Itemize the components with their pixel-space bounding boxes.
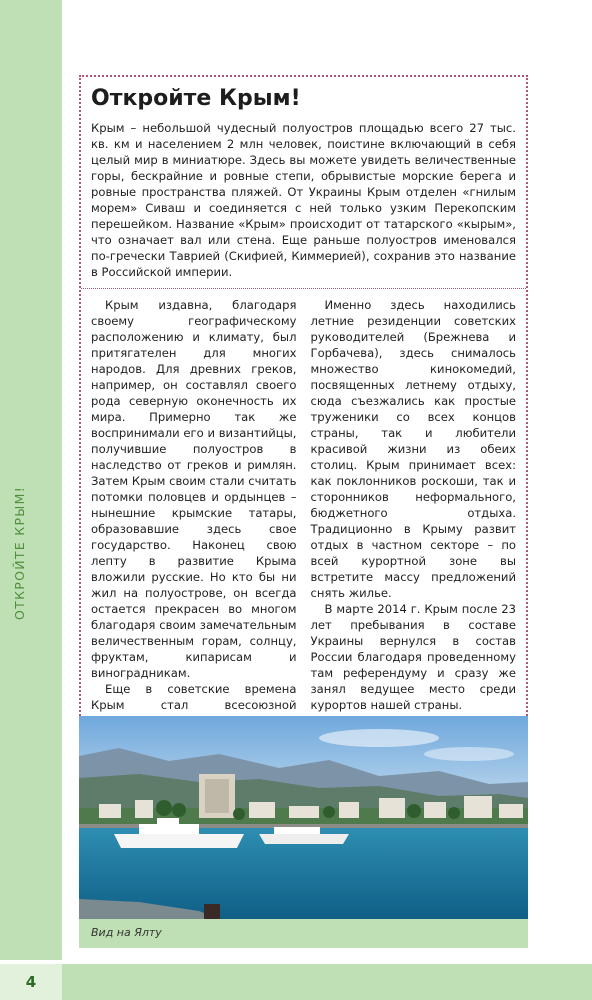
intro-divider (81, 288, 526, 289)
article-intro: Крым – небольшой чудесный полуостров площадью всего 27 тыс. кв. км и населением 2 млн человек, поистине включающий в себя целый мир в миниатюре. Здесь вы можете увидеть величественные горы, бескрайние и ровные степи, обрывистые морские берега и ровные пространства пляжей. От Украины Крым отделен «гнилым морем» Сиваш и соединяется с ней только узким Перекопским перешейком. Название «Крым» происходит от татарского «кырым», что означает вал или стена. Еще раньше полуостров именовался по-гречески Таврией (Скифией, Киммерией), сохранив это название в Российской империи. (91, 121, 516, 279)
yalta-photo (79, 716, 528, 919)
photo-caption: Вид на Ялту (91, 926, 162, 939)
article-box (79, 75, 528, 719)
article-columns (91, 297, 516, 729)
yalta-photo-illustration (79, 716, 528, 919)
article-title: Откройте Крым! (91, 86, 301, 111)
column-paragraph: Еще в советские времена Крым стал всесоюзной (91, 682, 297, 712)
column-paragraph: Крым издавна, благодаря своему географическому расположению и климату, был притягателен для многих народов. Для древних греков, например, он составлял своего рода северную оконечность их мира. Примерно так же воспринимали его и византийцы, получившие полуостров в наследство от греков и римлян. Затем Крым своим стали считать потомки половцев и ордынцев – нынешние крымские татары, образовавшие здесь свое государство. Наконец свою лепту в развитие Крыма вложили русские. Но кто бы ни жил на полуострове, он всегда остается прекрасен во многом благодаря своим замечательным величественным горам, солнцу, фруктам, кипарисам и виноградникам. (91, 298, 297, 680)
column-paragraph: В марте 2014 г. Крым после 23 лет пребывания в составе Украины вернулся в состав России благодаря проведенному там референдуму и сразу же занял ведущее место среди курортов нашей страны. (310, 602, 516, 712)
footer-bar (62, 964, 592, 1000)
sidebar-band (0, 0, 62, 960)
article-column-left (91, 297, 297, 729)
column-paragraph: Именно здесь находились летние резиденции советских руководителей (Брежнева и Горбачева), здесь снималось множество кинокомедий, посвященных летнему отдыху, сюда съезжались как простые труженики со всех концов страны, так и любители красивой жизни из обеих столиц. Крым принимает всех: как поклонников роскоши, так и сторонников неформального, бюджетного отдыха. Традиционно в Крыму развит отдых в частном секторе – по всей курортной зоне вы встретите массу предложений снять жилье. (310, 298, 516, 600)
photo-caption-bar (79, 919, 528, 948)
page-number: 4 (0, 964, 62, 1000)
sidebar-section-title: ОТКРОЙТЕ КРЫМ! (12, 485, 27, 620)
article-column-right (311, 297, 517, 729)
